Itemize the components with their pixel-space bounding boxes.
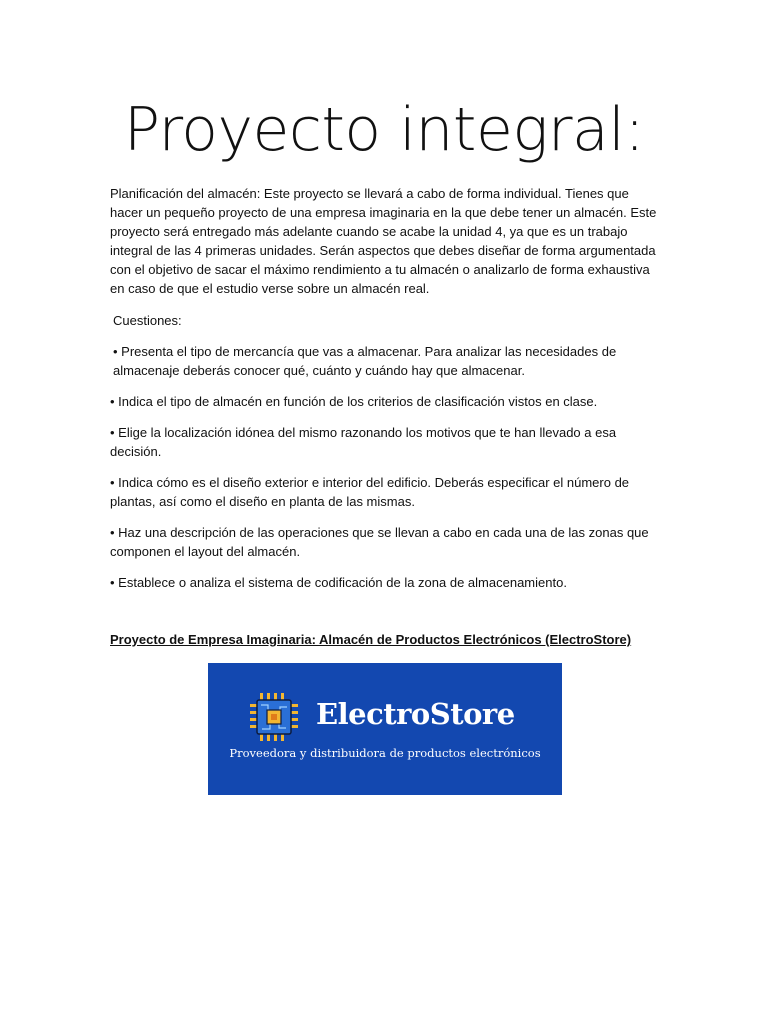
brand-tagline: Proveedora y distribuidora de productos electrónicos [229, 746, 541, 760]
intro-paragraph: Planificación del almacén: Este proyecto se llevará a cabo de forma individual. Tienes que hacer un pequeño proyecto de una empresa imaginaria en la que debe tener un almacén. Este proyecto será entregado más adelante cuando se acabe la unidad 4, ya que es un trabajo integral de las 4 primeras unidades. Serán aspectos que debes diseñar de forma argumentada con el objetivo de sacar el máximo rendimiento a tu almacén o analizarlo de forma exhaustiva en caso de que el estudio verse sobre un almacén real. [110, 186, 657, 296]
project-heading: Proyecto de Empresa Imaginaria: Almacén de Productos Electrónicos (ElectroStore) [110, 632, 632, 647]
electrostore-banner [208, 663, 562, 795]
bullet-item: • Establece o analiza el sistema de codificación de la zona de almacenamiento. [110, 575, 567, 590]
microchip-icon [248, 691, 300, 743]
bullet-item: • Presenta el tipo de mercancía que vas a almacenar. Para analizar las necesidades de almacenaje deberás conocer qué, cuánto y cuándo hay que almacenar. [113, 344, 617, 378]
brand-name: ElectroStore [316, 697, 515, 731]
questions-label: Cuestiones: [113, 313, 182, 328]
bullet-item: • Indica el tipo de almacén en función de los criterios de clasificación vistos en clase. [110, 394, 598, 409]
page-title: Proyecto integral: [123, 95, 645, 165]
bullet-item: • Haz una descripción de las operaciones que se llevan a cabo en cada una de las zonas que componen el layout del almacén. [110, 525, 649, 559]
document-body [110, 184, 658, 604]
bullet-item: • Indica cómo es el diseño exterior e interior del edificio. Deberás especificar el número de plantas, así como el diseño en planta de las mismas. [110, 475, 630, 509]
bullet-item: • Elige la localización idónea del mismo razonando los motivos que te han llevado a esa decisión. [110, 425, 617, 459]
